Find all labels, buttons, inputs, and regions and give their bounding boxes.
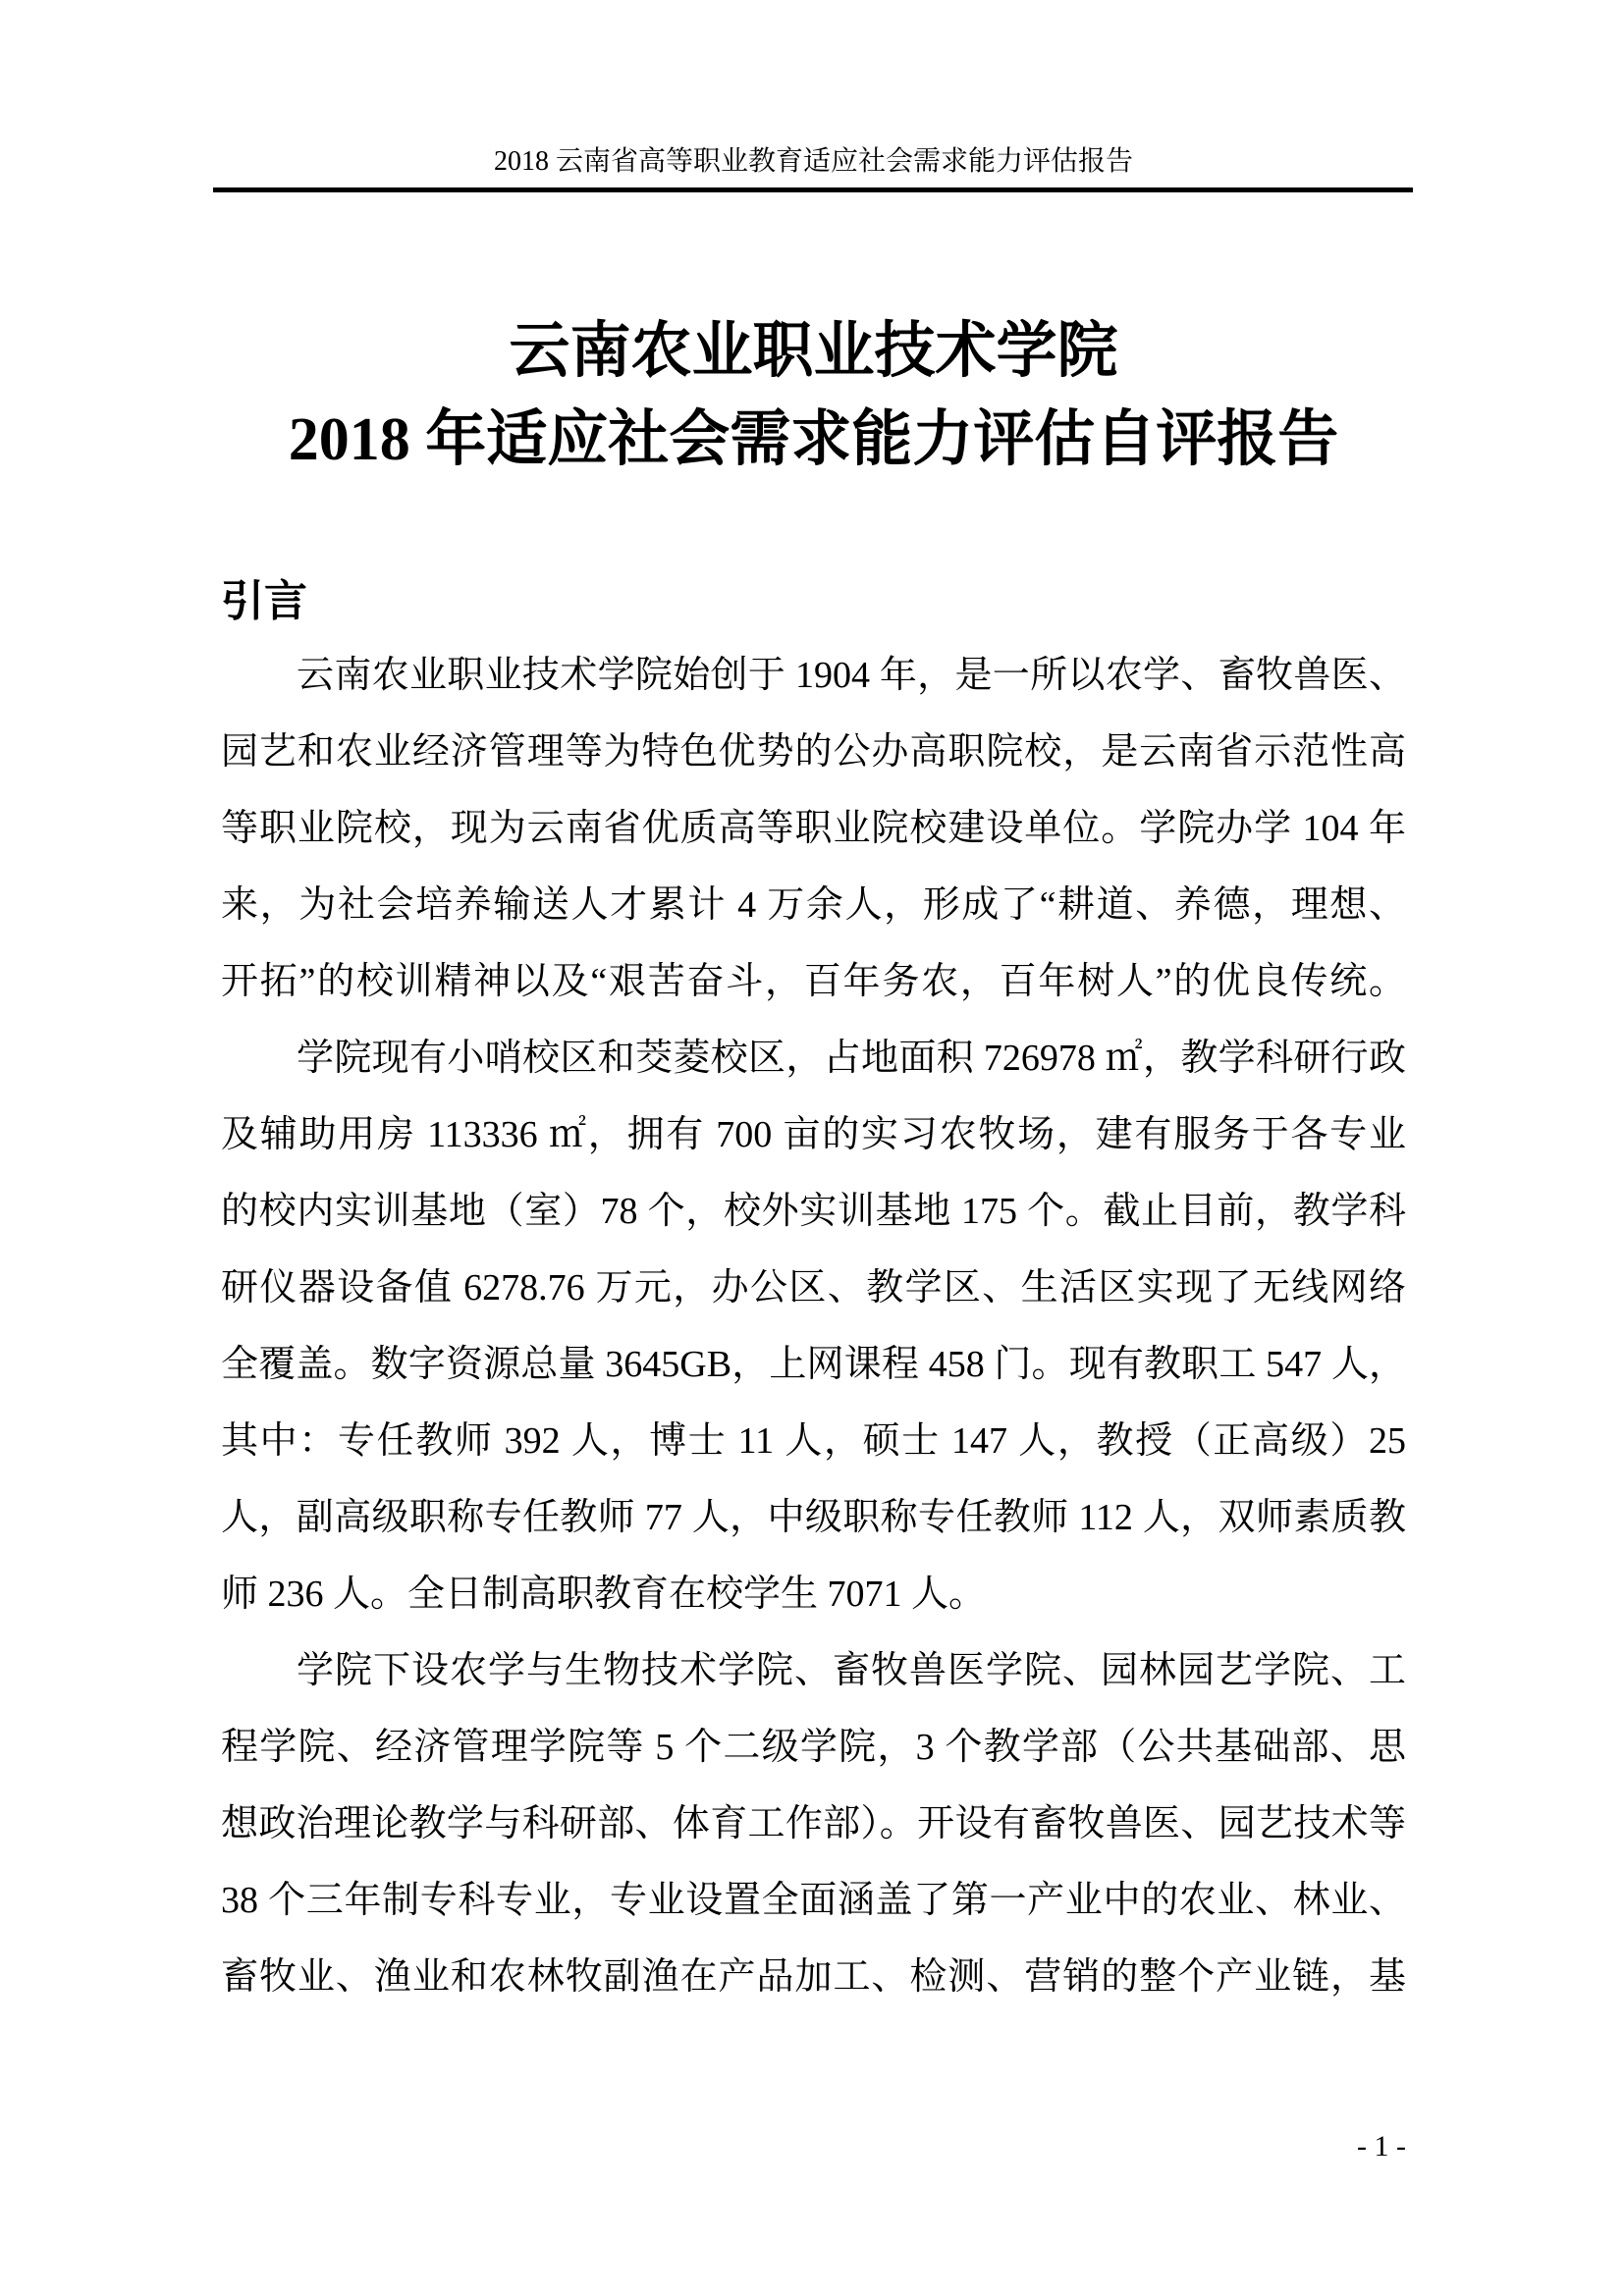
body-line: 等职业院校，现为云南省优质高等职业院校建设单位。学院办学 104 年 bbox=[221, 808, 1406, 849]
body-line: 及辅助用房 113336 ㎡，拥有 700 亩的实习农牧场，建有服务于各专业 bbox=[221, 1114, 1406, 1155]
body-line: 的校内实训基地（室）78 个，校外实训基地 175 个。截止目前，教学科 bbox=[221, 1191, 1406, 1232]
body-line: 畜牧业、渔业和农林牧副渔在产品加工、检测、营销的整个产业链，基 bbox=[221, 1956, 1406, 1998]
body-line: 开拓”的校训精神以及“艰苦奋斗，百年务农，百年树人”的优良传统。 bbox=[221, 961, 1406, 1002]
body-text bbox=[221, 637, 1406, 2015]
body-line: 师 236 人。全日制高职教育在校学生 7071 人。 bbox=[221, 1574, 987, 1615]
document-title-line2: 2018 年适应社会需求能力评估自评报告 bbox=[288, 406, 1339, 473]
body-line: 云南农业职业技术学院始创于 1904 年，是一所以农学、畜牧兽医、 bbox=[297, 655, 1406, 696]
body-line: 其中：专任教师 392 人，博士 11 人，硕士 147 人，教授（正高级）25 bbox=[221, 1420, 1406, 1462]
body-line: 人，副高级职称专任教师 77 人，中级职称专任教师 112 人，双师素质教 bbox=[221, 1497, 1406, 1538]
body-line: 研仪器设备值 6278.76 万元，办公区、教学区、生活区实现了无线网络 bbox=[221, 1267, 1406, 1308]
body-line: 学院下设农学与生物技术学院、畜牧兽医学院、园林园艺学院、工 bbox=[297, 1650, 1406, 1691]
header-rule bbox=[213, 187, 1413, 192]
text-column bbox=[221, 0, 1406, 2015]
document-title-line1: 云南农业职业技术学院 bbox=[509, 318, 1118, 385]
body-line: 程学院、经济管理学院等 5 个二级学院，3 个教学部（公共基础部、思 bbox=[221, 1727, 1406, 1768]
body-line: 来，为社会培养输送人才累计 4 万余人，形成了“耕道、养德，理想、 bbox=[221, 884, 1406, 926]
running-header: 2018 云南省高等职业教育适应社会需求能力评估报告 bbox=[493, 146, 1133, 177]
body-line: 全覆盖。数字资源总量 3645GB，上网课程 458 门。现有教职工 547 人， bbox=[221, 1344, 1406, 1385]
body-line: 园艺和农业经济管理等为特色优势的公办高职院校，是云南省示范性高 bbox=[221, 731, 1406, 773]
body-line: 38 个三年制专科专业，专业设置全面涵盖了第一产业中的农业、林业、 bbox=[221, 1880, 1406, 1921]
body-line: 学院现有小哨校区和茭菱校区，占地面积 726978 ㎡，教学科研行政 bbox=[297, 1038, 1406, 1079]
section-heading-introduction: 引言 bbox=[221, 576, 307, 626]
document-title bbox=[221, 307, 1406, 484]
page-number: - 1 - bbox=[1357, 2130, 1406, 2163]
body-line: 想政治理论教学与科研部、体育工作部）。开设有畜牧兽医、园艺技术等 bbox=[221, 1803, 1406, 1844]
